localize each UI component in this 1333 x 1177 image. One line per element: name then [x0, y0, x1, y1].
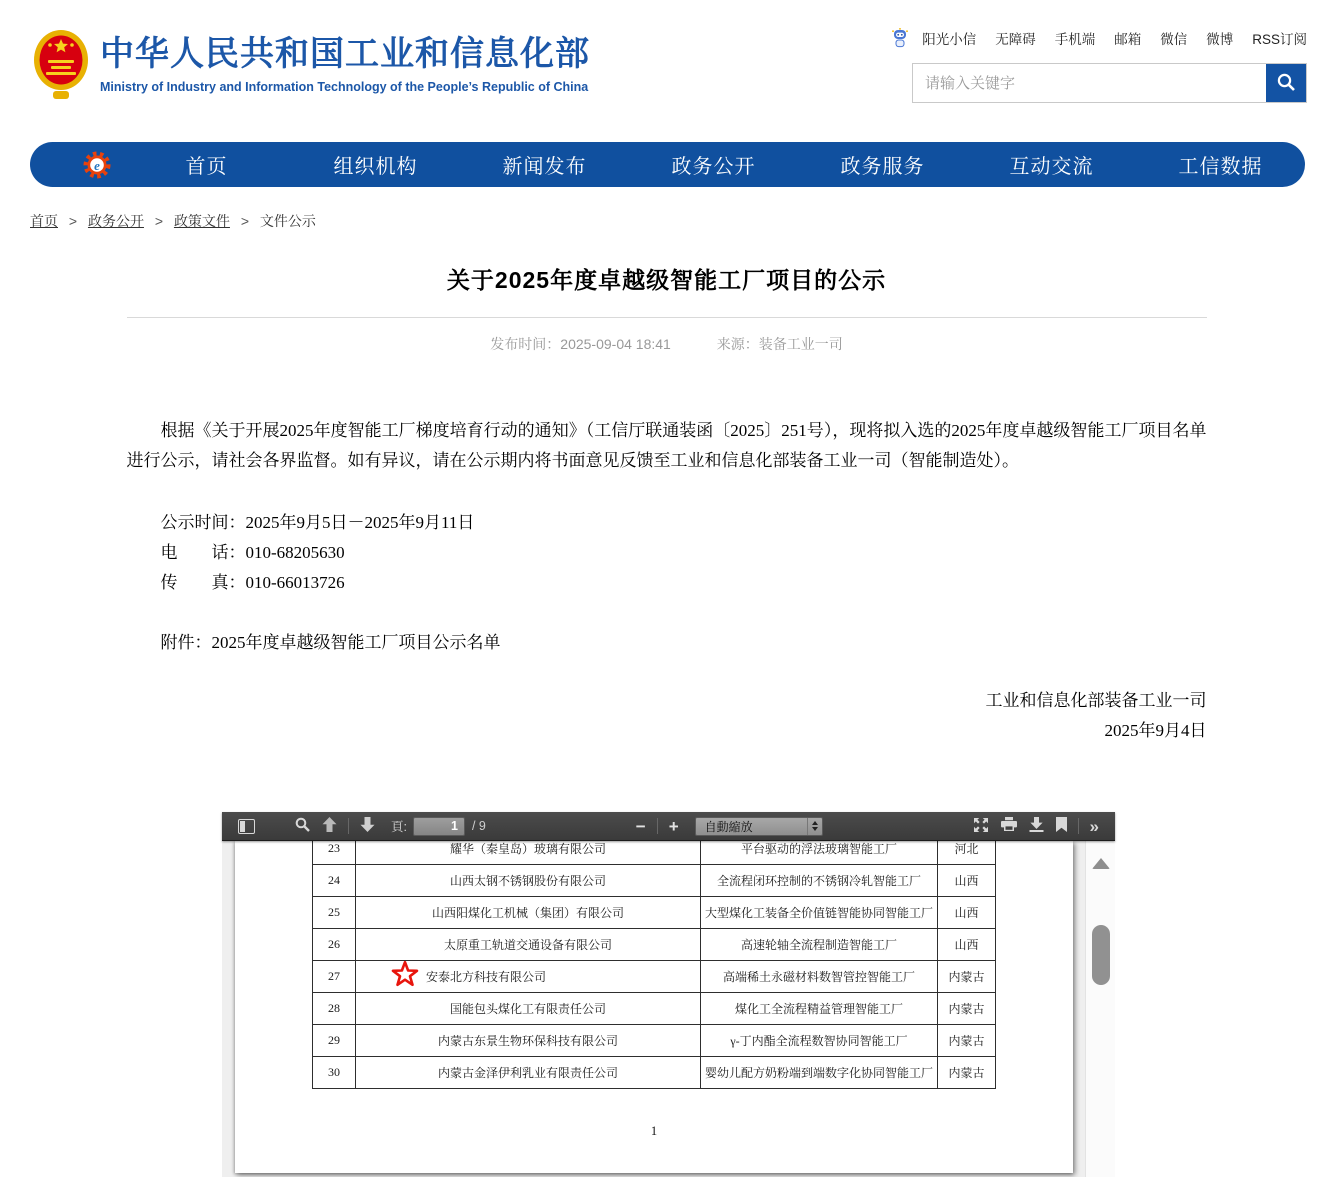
quick-link-mail[interactable]: 邮箱: [1114, 32, 1142, 47]
select-spinner-icon: [807, 818, 822, 835]
breadcrumb-gov-disclosure[interactable]: 政务公开: [87, 213, 144, 229]
site-title: 中华人民共和国工业和信息化部: [100, 35, 590, 73]
attachment-link[interactable]: 附件：2025年度卓越级智能工厂项目公示名单: [160, 633, 501, 652]
search-icon: [1276, 72, 1296, 95]
project-cell: 婴幼儿配方奶粉端到端数字化协同智能工厂: [701, 1057, 938, 1089]
province-cell: 河北: [938, 841, 996, 865]
printer-icon: [1001, 817, 1017, 835]
breadcrumb-policy-files[interactable]: 政策文件: [173, 213, 230, 229]
download-icon: [1029, 817, 1044, 835]
search-icon: [295, 817, 310, 835]
table-row: [313, 1057, 996, 1089]
row-number-cell: 23: [313, 841, 356, 865]
nav-item-home[interactable]: 首页: [185, 156, 228, 178]
main-nav: [30, 142, 1305, 187]
company-cell: [356, 897, 701, 929]
row-number-cell: 27: [313, 961, 356, 993]
company-name: 国能包头煤化工有限责任公司: [449, 1002, 606, 1016]
nav-item-interaction[interactable]: 互动交流: [1009, 156, 1094, 178]
quick-link-wechat[interactable]: 微信: [1160, 32, 1188, 47]
company-cell: [356, 929, 701, 961]
article: [127, 263, 1207, 746]
next-page-button[interactable]: [354, 813, 381, 839]
nav-item-gov-services[interactable]: 政务服务: [840, 156, 925, 178]
pdf-toolbar: [222, 812, 1115, 841]
scrollbar-up-arrow-icon[interactable]: [1092, 858, 1110, 869]
bookmark-button[interactable]: [1050, 813, 1073, 839]
red-star-annotation: [390, 961, 420, 993]
row-number-cell: 30: [313, 1057, 356, 1089]
previous-page-button[interactable]: [316, 813, 343, 839]
row-number-cell: 28: [313, 993, 356, 1025]
article-meta: [127, 334, 1207, 354]
nav-item-news[interactable]: 新闻发布: [502, 156, 587, 178]
nav-item-miit-data[interactable]: 工信数据: [1178, 156, 1263, 178]
quick-links: [891, 28, 1307, 48]
company-name: 山西阳煤化工机械（集团）有限公司: [431, 906, 624, 920]
table-row: [313, 1025, 996, 1057]
quick-link-rss[interactable]: RSS订阅: [1252, 32, 1307, 47]
article-source: 来源：装备工业一司: [716, 336, 843, 352]
pdf-scrollbar[interactable]: [1085, 841, 1115, 1177]
double-chevron-icon: »: [1089, 816, 1100, 836]
pdf-page-footer-number: 1: [650, 1124, 658, 1138]
bookmark-icon: [1056, 817, 1067, 835]
fullscreen-icon: [973, 817, 989, 836]
company-name: 内蒙古东景生物环保科技有限公司: [437, 1034, 618, 1048]
plus-icon: +: [668, 816, 679, 836]
table-row: [313, 865, 996, 897]
gear-e-logo-icon: [82, 150, 112, 180]
table-row: [313, 929, 996, 961]
print-button[interactable]: [995, 813, 1023, 839]
sidebar-toggle-button[interactable]: [232, 813, 261, 839]
search-bar: [912, 63, 1307, 103]
province-cell: 内蒙古: [938, 1025, 996, 1057]
presentation-mode-button[interactable]: [967, 813, 995, 839]
svg-text:e: e: [94, 157, 100, 173]
company-cell: [356, 993, 701, 1025]
toolbar-separator: [1078, 818, 1079, 834]
phone-line: 电 话：010-68205630: [160, 543, 345, 562]
site-header: [0, 0, 1333, 140]
pdf-page: [235, 841, 1073, 1173]
page-title: 关于2025年度卓越级智能工厂项目的公示: [446, 267, 887, 293]
company-name: 山西太钢不锈钢股份有限公司: [449, 874, 606, 888]
breadcrumb: [30, 211, 1333, 231]
row-number-cell: 29: [313, 1025, 356, 1057]
table-row: [313, 961, 996, 993]
search-input[interactable]: [913, 64, 1266, 102]
company-cell: [356, 841, 701, 865]
breadcrumb-current: 文件公示: [259, 213, 316, 229]
province-cell: 内蒙古: [938, 961, 996, 993]
pdf-content-area: [222, 841, 1115, 1177]
arrow-up-icon: [322, 817, 337, 835]
quick-link-weibo[interactable]: 微博: [1206, 32, 1234, 47]
row-number-cell: 25: [313, 897, 356, 929]
table-row: [313, 897, 996, 929]
province-cell: 内蒙古: [938, 1057, 996, 1089]
quick-link-accessibility[interactable]: 无障碍: [995, 32, 1036, 47]
quick-link-sunshine[interactable]: 阳光小信: [922, 32, 977, 47]
pdf-table-body: [313, 841, 996, 1089]
project-cell: γ-丁内酯全流程数智协同智能工厂: [701, 1025, 938, 1057]
minus-icon: −: [635, 816, 646, 836]
body-paragraph: 根据《关于开展2025年度智能工厂梯度培育行动的通知》（工信厅联通装函〔2025〕251号），现将拟入选的2025年度卓越级智能工厂项目名单进行公示，请社会各界监督。如有异议，请在公示期内将书面意见反馈至工业和信息化部装备工业一司（智能制造处）。: [126, 421, 1207, 470]
company-name: 内蒙古金泽伊利乳业有限责任公司: [437, 1066, 618, 1080]
title-divider: [127, 317, 1207, 318]
national-emblem-logo: [33, 28, 89, 102]
row-number-cell: 26: [313, 929, 356, 961]
search-button[interactable]: [1266, 64, 1306, 102]
company-cell: [356, 961, 701, 993]
province-cell: 山西: [938, 865, 996, 897]
notice-period-line: 公示时间：2025年9月5日－2025年9月11日: [160, 513, 475, 532]
signer: 工业和信息化部装备工业一司: [985, 691, 1207, 710]
page-label: 頁:: [391, 820, 407, 834]
company-name: 太原重工轨道交通设备有限公司: [443, 938, 612, 952]
page-total: / 9: [471, 819, 486, 833]
page-number-input[interactable]: [413, 817, 465, 836]
province-cell: 山西: [938, 897, 996, 929]
toolbar-separator: [657, 818, 658, 834]
robot-mascot-icon: [891, 28, 909, 48]
project-cell: 全流程闭环控制的不锈钢冷轧智能工厂: [701, 865, 938, 897]
article-body: [127, 416, 1207, 746]
project-cell: 煤化工全流程精益管理智能工厂: [701, 993, 938, 1025]
province-cell: 内蒙古: [938, 993, 996, 1025]
more-tools-button[interactable]: [1084, 813, 1105, 839]
toolbar-separator: [348, 818, 349, 834]
company-name: 耀华（秦皇岛）玻璃有限公司: [449, 842, 606, 856]
fax-line: 传 真：010-66013726: [160, 573, 345, 592]
zoom-in-button[interactable]: [663, 813, 685, 839]
sign-date: 2025年9月4日: [1104, 721, 1207, 740]
publish-time: 发布时间：2025-09-04 18:41: [490, 336, 671, 352]
breadcrumb-separator: >: [154, 213, 164, 229]
nav-item-gov-disclosure[interactable]: 政务公开: [671, 156, 756, 178]
row-number-cell: 24: [313, 865, 356, 897]
company-cell: [356, 865, 701, 897]
breadcrumb-separator: >: [68, 213, 78, 229]
quick-link-mobile[interactable]: 手机端: [1054, 32, 1096, 47]
download-button[interactable]: [1023, 813, 1050, 839]
province-cell: 山西: [938, 929, 996, 961]
scrollbar-thumb[interactable]: [1092, 925, 1110, 985]
site-subtitle: Ministry of Industry and Information Technology of the People’s Republic of China: [100, 80, 589, 94]
nav-item-organization[interactable]: 组织机构: [333, 156, 418, 178]
arrow-down-icon: [360, 817, 375, 835]
company-cell: [356, 1057, 701, 1089]
project-cell: 大型煤化工装备全价值链智能协同智能工厂: [701, 897, 938, 929]
breadcrumb-home[interactable]: 首页: [30, 213, 58, 229]
project-cell: 高端稀土永磁材料数智管控智能工厂: [701, 961, 938, 993]
zoom-mode-select[interactable]: [695, 817, 823, 836]
company-cell: [356, 1025, 701, 1057]
pdf-viewer: [222, 812, 1115, 1177]
zoom-out-button[interactable]: [630, 813, 652, 839]
breadcrumb-separator: >: [240, 213, 250, 229]
pdf-table: [312, 841, 996, 1089]
zoom-mode-value: 自動縮放: [704, 819, 753, 834]
project-cell: 高速轮轴全流程制造智能工厂: [701, 929, 938, 961]
find-button[interactable]: [289, 813, 316, 839]
table-row: [313, 841, 996, 865]
project-cell: 平台驱动的浮法玻璃智能工厂: [701, 841, 938, 865]
table-row: [313, 993, 996, 1025]
company-name: 安泰北方科技有限公司: [426, 970, 547, 984]
site-title-block: [100, 34, 590, 94]
